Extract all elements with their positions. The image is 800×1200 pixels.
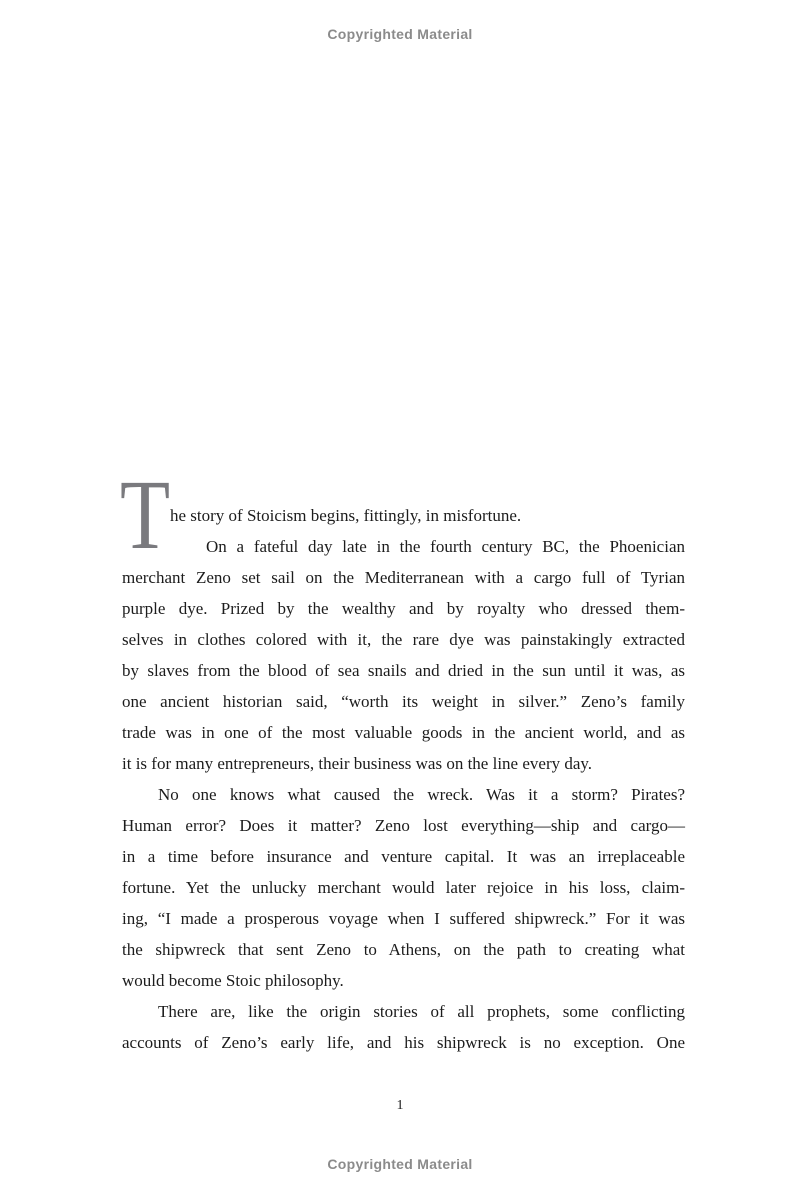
text-line: purple dye. Prized by the wealthy and by royalty who dressed them- bbox=[122, 599, 685, 618]
text-line: There are, like the origin stories of all prophets, some conflicting bbox=[158, 1002, 685, 1021]
text-line: would become Stoic philosophy. bbox=[122, 971, 344, 990]
text-line: ing, “I made a prosperous voyage when I suffered shipwreck.” For it was bbox=[122, 909, 685, 928]
copyright-notice-bottom: Copyrighted Material bbox=[327, 1156, 473, 1172]
text-line: Human error? Does it matter? Zeno lost everything—ship and cargo— bbox=[122, 816, 685, 835]
text-line: merchant Zeno set sail on the Mediterranean with a cargo full of Tyrian bbox=[122, 568, 685, 587]
text-line: by slaves from the blood of sea snails and dried in the sun until it was, as bbox=[122, 661, 685, 680]
text-body bbox=[120, 459, 685, 1058]
text-line: he story of Stoicism begins, fittingly, in misfortune. bbox=[170, 506, 522, 525]
text-line: one ancient historian said, “worth its weight in silver.” Zeno’s family bbox=[122, 692, 685, 711]
text-line: the shipwreck that sent Zeno to Athens, on the path to creating what bbox=[122, 940, 685, 959]
text-line: accounts of Zeno’s early life, and his shipwreck is no exception. One bbox=[122, 1033, 685, 1052]
drop-cap: T bbox=[120, 459, 171, 570]
text-line: fortune. Yet the unlucky merchant would later rejoice in his loss, claim- bbox=[122, 878, 685, 897]
text-line: trade was in one of the most valuable goods in the ancient world, and as bbox=[122, 723, 685, 742]
copyright-notice-top: Copyrighted Material bbox=[327, 26, 473, 42]
text-line: On a fateful day late in the fourth century BC, the Phoenician bbox=[206, 537, 685, 556]
text-line: it is for many entrepreneurs, their business was on the line every day. bbox=[122, 754, 593, 773]
text-line: in a time before insurance and venture capital. It was an irreplaceable bbox=[122, 847, 685, 866]
text-line: No one knows what caused the wreck. Was it a storm? Pirates? bbox=[158, 785, 685, 804]
text-line: selves in clothes colored with it, the rare dye was painstakingly extracted bbox=[122, 630, 685, 649]
page-number: 1 bbox=[396, 1098, 404, 1113]
